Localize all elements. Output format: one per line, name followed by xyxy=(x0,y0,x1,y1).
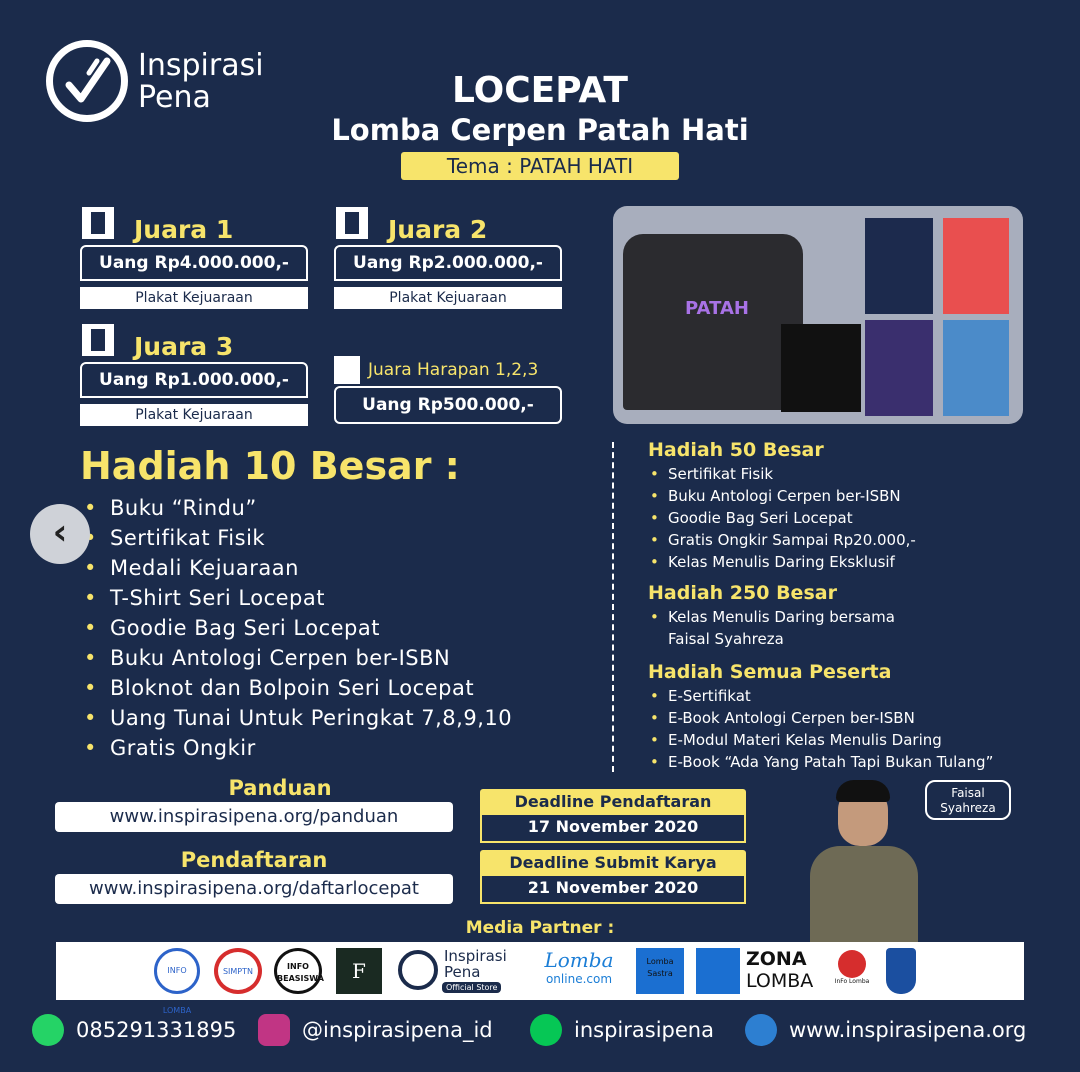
list-item: • E-Book “Ada Yang Patah Tapi Bukan Tulang” xyxy=(648,751,993,773)
list-item: • Buku “Rindu” xyxy=(84,493,512,523)
hadiah-semua-title: Hadiah Semua Peserta xyxy=(648,661,892,683)
prize-place: Juara 1 xyxy=(134,215,234,244)
notebook-image xyxy=(865,218,933,314)
book-image xyxy=(943,320,1009,416)
prize-place: Juara 3 xyxy=(134,332,234,361)
list-item: • T-Shirt Seri Locepat xyxy=(84,583,512,613)
title-line1: LOCEPAT xyxy=(452,70,628,111)
hadiah-semua-section xyxy=(648,659,993,773)
whatsapp-icon xyxy=(32,1014,64,1046)
list-item: • Bloknot dan Bolpoin Seri Locepat xyxy=(84,673,512,703)
deadline-submit xyxy=(480,850,746,904)
prize-money: Uang Rp2.000.000,- xyxy=(334,245,562,281)
brand-line1: Inspirasi xyxy=(138,48,264,83)
deadline-label: Deadline Pendaftaran xyxy=(480,789,746,815)
hadiah-10-list xyxy=(84,493,512,763)
instagram-icon xyxy=(258,1014,290,1046)
prize-plaque: Plakat Kejuaraan xyxy=(80,404,308,426)
hadiah-50-section xyxy=(648,437,916,573)
list-item: • Kelas Menulis Daring bersama Faisal Syahreza xyxy=(648,606,938,650)
inspirasi-pena-store-logo: Inspirasi Pena Official Store xyxy=(398,948,520,994)
list-item: • Uang Tunai Untuk Peringkat 7,8,9,10 xyxy=(84,703,512,733)
list-item: • E-Modul Materi Kelas Menulis Daring xyxy=(648,729,993,751)
pendaftaran-link[interactable]: www.inspirasipena.org/daftarlocepat xyxy=(55,874,453,904)
hadiah-250-section xyxy=(648,580,948,650)
list-item: • Sertifikat Fisik xyxy=(648,463,916,485)
brand-line2: Pena xyxy=(138,80,211,115)
prize-card-harapan xyxy=(334,356,562,426)
pen-check-icon xyxy=(398,950,438,990)
prize-plaque: Plakat Kejuaraan xyxy=(80,287,308,309)
harapan-label: Juara Harapan 1,2,3 xyxy=(368,360,539,380)
instagram-handle: @inspirasipena_id xyxy=(302,1018,493,1042)
lomba-sastra-logo: Lomba Sastra xyxy=(636,948,684,994)
shield-logo xyxy=(886,948,916,994)
deadline-pendaftaran xyxy=(480,789,746,843)
deadline-date: 17 November 2020 xyxy=(480,815,746,843)
list-item: • Buku Antologi Cerpen ber-ISBN xyxy=(84,643,512,673)
list-item: • Goodie Bag Seri Locepat xyxy=(84,613,512,643)
trophy-icon xyxy=(80,322,116,358)
list-item: • E-Book Antologi Cerpen ber-ISBN xyxy=(648,707,993,729)
info-beasiswa-logo: INFO BEASISWA xyxy=(274,948,322,994)
speaker-photo xyxy=(810,780,920,942)
info-lomba-logo: INFO LOMBA xyxy=(154,948,200,994)
speaker-name-line1: Faisal xyxy=(951,786,985,800)
prize-place: Juara 2 xyxy=(388,215,488,244)
merchandise-image xyxy=(613,206,1023,424)
panduan-label: Panduan xyxy=(228,776,332,800)
trophy-icon xyxy=(334,205,370,241)
tote-bag-image xyxy=(781,324,861,412)
notebook-image xyxy=(865,320,933,416)
globe-icon xyxy=(745,1014,777,1046)
divider xyxy=(612,442,614,772)
prize-money: Uang Rp1.000.000,- xyxy=(80,362,308,398)
list-item: • Goodie Bag Seri Locepat xyxy=(648,507,916,529)
lomba-online-logo: Lomba online.com xyxy=(544,948,614,986)
speaker-name-bubble xyxy=(925,780,1011,820)
hadiah-10-title: Hadiah 10 Besar : xyxy=(80,444,460,488)
list-item: • Sertifikat Fisik xyxy=(84,523,512,553)
panduan-link[interactable]: www.inspirasipena.org/panduan xyxy=(55,802,453,832)
f-logo: F xyxy=(336,948,382,994)
page-title xyxy=(300,70,780,148)
harapan-money: Uang Rp500.000,- xyxy=(334,386,562,424)
title-line2: Lomba Cerpen Patah Hati xyxy=(331,113,749,147)
list-item: • Gratis Ongkir Sampai Rp20.000,- xyxy=(648,529,916,551)
info-lomba-small-logo: InFo Lomba xyxy=(834,948,870,994)
tshirt-image xyxy=(623,234,803,410)
book-image xyxy=(943,218,1009,314)
website-url: www.inspirasipena.org xyxy=(789,1018,1027,1042)
tshirt-print: PATAH xyxy=(685,298,749,319)
chevron-left-icon: ‹ xyxy=(52,512,68,553)
list-item: • Gratis Ongkir xyxy=(84,733,512,763)
prize-plaque: Plakat Kejuaraan xyxy=(334,287,562,309)
deadline-date: 21 November 2020 xyxy=(480,876,746,904)
tema-badge: Tema : PATAH HATI xyxy=(401,152,679,180)
hadiah-250-title: Hadiah 250 Besar xyxy=(648,582,837,604)
speaker-name-line2: Syahreza xyxy=(940,801,996,815)
media-partner-title: Media Partner : xyxy=(465,918,615,938)
trophy-icon xyxy=(334,356,360,384)
line-handle: inspirasipena xyxy=(574,1018,714,1042)
prize-money: Uang Rp4.000.000,- xyxy=(80,245,308,281)
zona-icon xyxy=(696,948,740,994)
pendaftaran-label: Pendaftaran xyxy=(180,848,328,872)
trophy-icon xyxy=(80,205,116,241)
previous-slide-button[interactable] xyxy=(30,504,90,564)
zona-lomba-logo: ZONA LOMBA xyxy=(696,948,820,994)
simptn-logo: SIMPTN xyxy=(214,948,262,994)
deadline-label: Deadline Submit Karya xyxy=(480,850,746,876)
list-item: • E-Sertifikat xyxy=(648,685,993,707)
line-icon xyxy=(530,1014,562,1046)
pen-check-icon xyxy=(46,40,128,122)
inspirasi-pena-logo xyxy=(46,40,286,130)
media-partner-bar xyxy=(56,942,1024,1015)
whatsapp-number: 085291331895 xyxy=(76,1018,237,1042)
list-item: • Kelas Menulis Daring Eksklusif xyxy=(648,551,916,573)
hadiah-50-title: Hadiah 50 Besar xyxy=(648,439,824,461)
list-item: • Buku Antologi Cerpen ber-ISBN xyxy=(648,485,916,507)
list-item: • Medali Kejuaraan xyxy=(84,553,512,583)
